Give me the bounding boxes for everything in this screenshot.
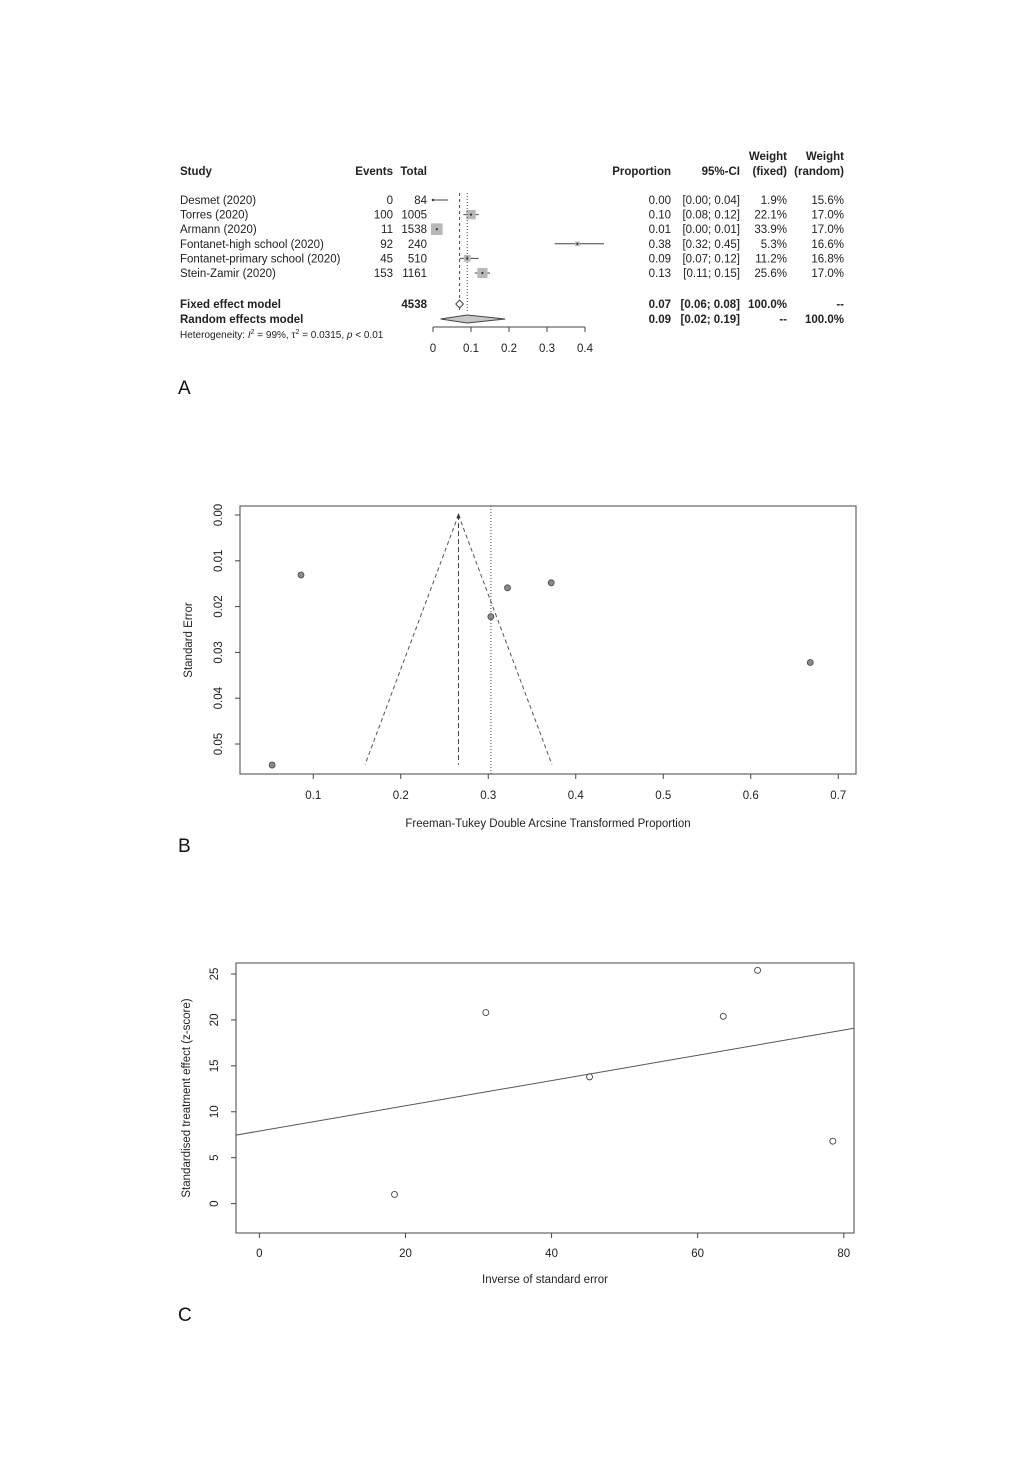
funnel-y-tick-label: 0.01 [213,549,225,572]
study-name: Desmet (2020) [180,195,257,207]
forest-x-tick-label: 0.2 [501,343,517,355]
study-proportion: 0.13 [648,268,671,280]
study-events: 92 [380,238,393,251]
funnel-y-tick-label: 0.05 [213,732,225,756]
study-name: Armann (2020) [180,224,257,237]
fixed-label: Fixed effect model [180,299,281,311]
random-wr: 100.0% [804,314,844,326]
study-weight-fixed: 11.2% [755,253,787,266]
funnel-point [298,572,304,578]
header-proportion: Proportion [612,166,671,178]
study-ci: [0.00; 0.04] [682,195,740,207]
study-proportion: 0.09 [648,253,671,266]
study-weight-random: 16.8% [811,253,844,266]
radial-point [587,1074,593,1080]
radial-y-tick-label: 25 [209,967,221,981]
random-wf: -- [779,314,787,326]
funnel-right-boundary [459,515,552,765]
radial-x-tick-label: 60 [691,1248,705,1260]
fixed-prop: 0.07 [648,299,671,311]
forest-x-tick-label: 0 [429,343,437,355]
radial-y-tick-label: 5 [209,1154,221,1161]
study-total: 510 [407,253,427,266]
header-ci: 95%-CI [701,166,740,178]
radial-xlabel: Inverse of standard error [482,1274,608,1286]
radial-point [720,1013,726,1019]
random-ci: [0.02; 0.19] [680,314,740,326]
header-study: Study [180,166,212,178]
radial-y-tick-label: 15 [209,1059,221,1073]
study-weight-random: 17.0% [811,268,844,280]
random-prop: 0.09 [648,314,671,326]
funnel-x-tick-label: 0.6 [742,790,759,802]
fixed-wf: 100.0% [747,299,787,311]
panel-label-a: A [178,378,191,399]
study-weight-fixed: 22.1% [754,209,787,222]
study-point [481,272,483,274]
study-ci: [0.32; 0.45] [682,238,740,251]
radial-y-tick-label: 20 [209,1013,221,1027]
funnel-y-tick-label: 0.00 [213,503,225,527]
radial-x-tick-label: 40 [545,1248,558,1260]
funnel-ylabel: Standard Error [183,602,195,678]
funnel-apex-marker [457,513,461,518]
study-events: 45 [380,253,393,266]
heterogeneity-text: Heterogeneity: $I^2 = 99\%$, $\tau^2 = 0.0315$, p < 0.01 [180,329,384,341]
forest-x-tick-label: 0.1 [463,343,479,355]
study-weight-fixed: 5.3% [760,238,787,251]
header-weight-fixed-1: Weight [748,151,787,163]
radial-point [392,1191,398,1197]
study-events: 100 [373,209,393,222]
forest-x-tick-label: 0.3 [539,343,555,355]
funnel-plot-frame [240,506,856,774]
radial-point [830,1138,836,1144]
header-weight-fixed-2: (fixed) [752,166,787,178]
header-events: Events [355,166,393,178]
radial-y-tick-label: 10 [209,1105,221,1119]
funnel-x-tick-label: 0.2 [392,790,409,802]
funnel-point [807,659,813,665]
funnel-point [269,762,275,768]
study-total: 84 [414,195,427,207]
study-name: Fontanet-primary school (2020) [180,253,341,266]
funnel-x-tick-label: 0.1 [305,790,322,802]
funnel-xlabel: Freeman-Tukey Double Arcsine Transformed Proportion [405,818,691,830]
study-total: 1161 [402,268,427,280]
study-point [576,243,578,245]
funnel-point [488,614,494,620]
funnel-y-tick-label: 0.03 [213,641,225,664]
fixed-effect-diamond [456,300,464,308]
study-events: 11 [381,224,393,237]
radial-plot-frame [236,963,854,1233]
radial-x-tick-label: 20 [399,1248,412,1260]
study-proportion: 0.10 [648,209,671,222]
study-weight-random: 17.0% [811,209,844,222]
funnel-x-tick-label: 0.4 [567,790,584,802]
study-ci: [0.00; 0.01] [682,224,740,237]
radial-x-tick-label: 80 [837,1248,851,1260]
header-weight-random-2: (random) [794,166,844,178]
funnel-x-tick-label: 0.3 [480,790,497,802]
radial-point [483,1010,489,1016]
study-name: Fontanet-high school (2020) [180,238,324,251]
study-total: 240 [407,238,427,251]
study-weight-fixed: 25.6% [754,268,787,280]
study-proportion: 0.00 [648,195,671,207]
study-weight-fixed: 1.9% [760,195,787,207]
panel-label-c: C [178,1305,192,1326]
study-point [432,199,434,201]
study-ci: [0.08; 0.12] [682,209,740,222]
fixed-ci: [0.06; 0.08] [680,299,740,311]
study-weight-random: 17.0% [811,224,844,237]
funnel-left-boundary [365,515,458,765]
radial-x-tick-label: 0 [256,1248,263,1260]
funnel-point [548,580,554,586]
study-ci: [0.11; 0.15] [683,268,740,280]
fixed-wr: -- [836,299,844,311]
radial-ylabel: Standardised treatment effect (z-score) [181,998,193,1198]
random-label: Random effects model [180,314,304,326]
funnel-y-tick-label: 0.04 [213,687,225,710]
study-ci: [0.07; 0.12] [682,253,740,266]
funnel-point [505,585,511,591]
study-name: Torres (2020) [180,209,249,222]
radial-point [755,967,761,973]
study-name: Stein-Zamir (2020) [180,268,276,280]
regression-line [236,1028,854,1135]
study-weight-random: 16.6% [811,238,844,251]
study-total: 1005 [401,209,427,222]
study-proportion: 0.01 [648,224,671,237]
funnel-y-tick-label: 0.02 [213,595,225,618]
study-events: 0 [386,195,393,207]
forest-plot [0,0,1024,380]
fixed-total: 4538 [401,299,427,311]
study-events: 153 [373,268,393,280]
study-weight-random: 15.6% [811,195,844,207]
study-total: 1538 [401,224,427,237]
funnel-x-tick-label: 0.7 [830,790,847,802]
funnel-x-tick-label: 0.5 [655,790,672,802]
study-point [470,214,472,216]
panel-label-b: B [178,836,191,857]
random-effect-diamond [441,315,506,323]
radial-y-tick-label: 0 [209,1200,221,1207]
header-total: Total [400,166,427,178]
study-weight-fixed: 33.9% [754,224,787,237]
study-proportion: 0.38 [648,238,671,251]
header-weight-random-1: Weight [805,151,844,163]
forest-x-tick-label: 0.4 [577,343,593,355]
study-point [436,228,438,230]
